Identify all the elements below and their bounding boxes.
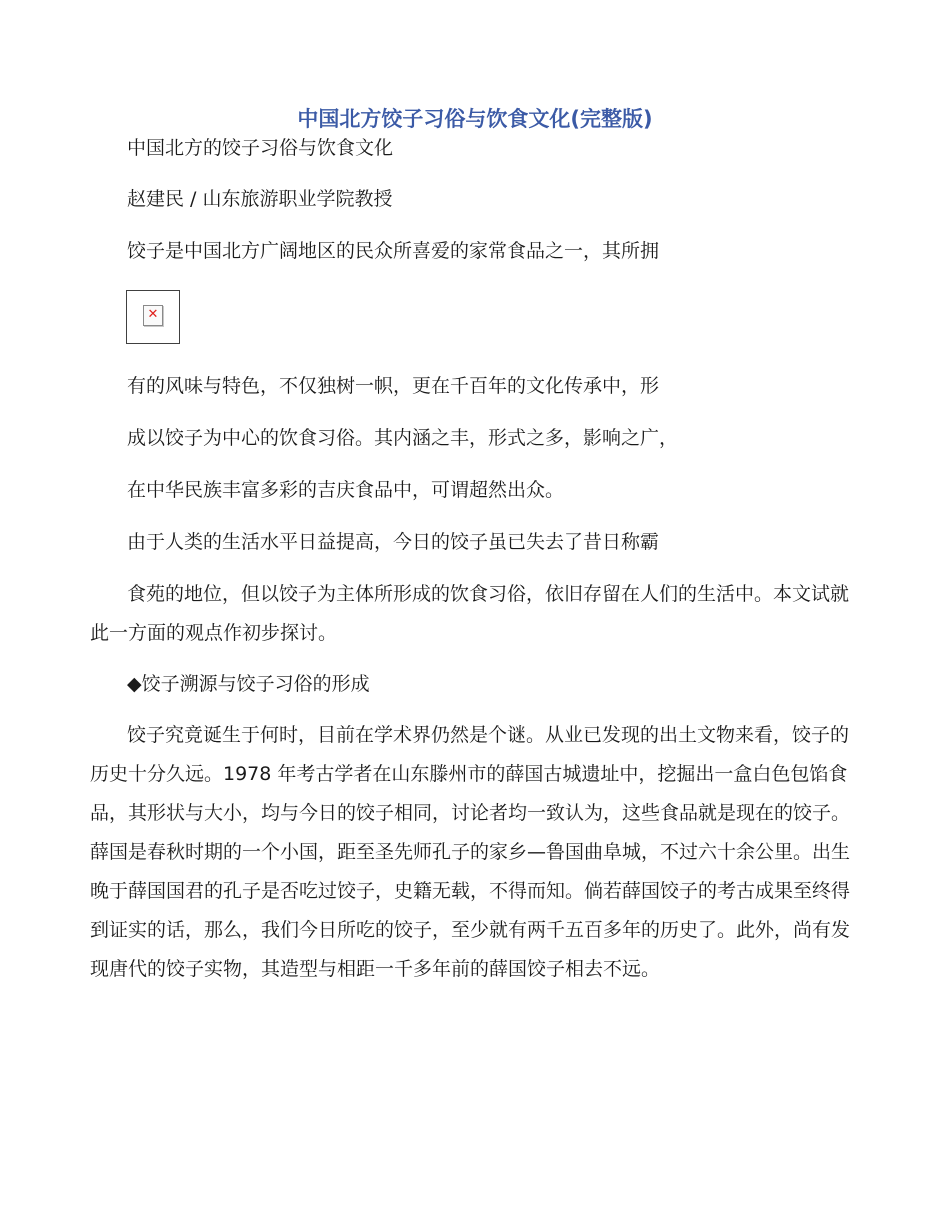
document-title: 中国北方饺子习俗与饮食文化(完整版) bbox=[297, 107, 653, 131]
paragraph-2: 饺子究竟诞生于何时，目前在学术界仍然是个谜。从业已发现的出土文物来看，饺子的历史十分久远。1978 年考古学者在山东滕州市的薛国古城遗址中，挖掘出一盒白色包馅食品，其形状与大小，均与今日的饺子相同，讨论者均一致认为，这些食品就是现在的饺子。薛国是春秋时期的一个小国，距至圣先师孔子的家乡—鲁国曲阜城，不过六十余公里。出生晚于薛国国君的孔子是否吃过饺子，史籍无载，不得而知。倘若薛国饺子的考古成果至终得到证实的话，那么，我们今日所吃的饺子，至少就有两千五百多年的历史了。此外，尚有发现唐代的饺子实物，其造型与相距一千多年前的薛国饺子相去不远。 bbox=[90, 724, 851, 980]
body-line-1: 有的风味与特色，不仅独树一帜，更在千百年的文化传承中，形 bbox=[127, 375, 660, 397]
broken-image-icon: ✕ bbox=[143, 305, 163, 326]
body-line-2: 成以饺子为中心的饮食习俗。其内涵之丰，形式之多，影响之广， bbox=[127, 427, 679, 449]
document-subtitle: 中国北方的饺子习俗与饮食文化 bbox=[127, 137, 394, 159]
section-heading: ◆饺子溯源与饺子习俗的形成 bbox=[127, 673, 370, 695]
body-line-4: 由于人类的生活水平日益提高，今日的饺子虽已失去了昔日称霸 bbox=[127, 531, 660, 553]
body-line-3: 在中华民族丰富多彩的吉庆食品中，可谓超然出众。 bbox=[127, 479, 565, 501]
paragraph-1: 食苑的地位，但以饺子为主体所形成的饮食习俗，依旧存留在人们的生活中。本文试就此一方面的观点作初步探讨。 bbox=[90, 583, 850, 644]
broken-image-placeholder bbox=[126, 290, 180, 344]
intro-line: 饺子是中国北方广阔地区的民众所喜爱的家常食品之一，其所拥 bbox=[127, 240, 660, 262]
author-line: 赵建民 / 山东旅游职业学院教授 bbox=[127, 188, 393, 210]
